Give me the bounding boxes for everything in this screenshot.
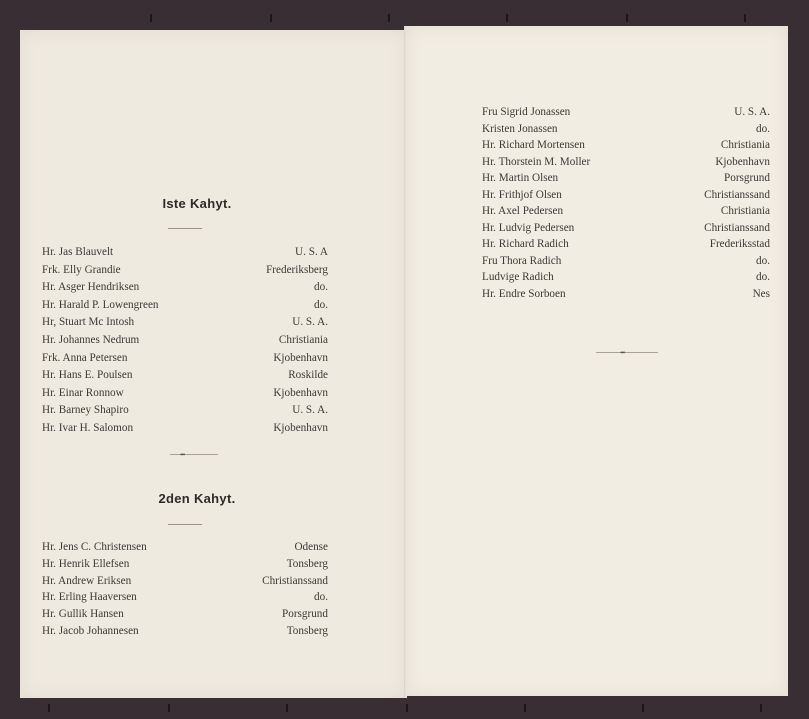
passenger-name: Fru Thora Radich — [482, 254, 562, 267]
passenger-hometown: U. S. A. — [734, 106, 770, 118]
passenger-name: Hr. Frithjof Olsen — [482, 188, 562, 201]
passenger-name: Hr. Richard Mortensen — [482, 139, 585, 151]
passenger-name: Hr. Erling Haaversen — [42, 591, 137, 604]
passenger-name: Frk. Anna Petersen — [42, 351, 128, 364]
frame-tick — [406, 704, 408, 712]
frame-tick — [626, 14, 628, 22]
passenger-hometown: Christianssand — [262, 574, 328, 587]
passenger-row — [482, 220, 770, 237]
passenger-hometown: Roskilde — [288, 369, 328, 382]
passenger-name: Hr. Jens C. Christensen — [42, 541, 147, 553]
frame-tick — [150, 14, 152, 22]
section-heading-second-class: 2den Kahyt. — [158, 491, 236, 506]
frame-tick — [744, 14, 746, 22]
passenger-name: Hr. Johannes Nedrum — [42, 334, 140, 346]
passenger-name: Hr, Stuart Mc Intosh — [42, 316, 135, 329]
passenger-name: Frk. Elly Grandie — [42, 263, 121, 276]
passenger-name: Hr. Jas Blauvelt — [42, 246, 114, 258]
passenger-row — [42, 350, 328, 367]
passenger-row — [482, 187, 770, 204]
passenger-hometown: do. — [314, 591, 328, 604]
page-end-ornament: ••• — [596, 352, 658, 353]
passenger-row — [42, 244, 328, 261]
frame-tick — [48, 704, 50, 712]
right-page — [406, 26, 788, 696]
passenger-row — [482, 253, 770, 270]
passenger-hometown: Frederiksstad — [709, 238, 770, 250]
passenger-name: Hr. Endre Sorboen — [482, 287, 566, 300]
passenger-name: Hr. Richard Radich — [482, 238, 569, 250]
section-divider-ornament: ••• — [170, 454, 218, 455]
passenger-row — [482, 170, 770, 187]
passenger-hometown: do. — [314, 298, 328, 311]
passenger-row — [42, 297, 328, 314]
frame-tick — [388, 14, 390, 22]
passenger-row — [482, 203, 770, 220]
passenger-row — [42, 556, 328, 573]
passenger-row — [42, 262, 328, 279]
passenger-hometown: U. S. A — [295, 246, 328, 258]
passenger-hometown: Christiania — [720, 139, 770, 151]
heading-rule — [168, 228, 202, 229]
frame-tick — [760, 704, 762, 712]
passenger-row — [42, 402, 328, 419]
passenger-name: Hr. Jacob Johannesen — [42, 625, 139, 637]
passenger-row — [42, 314, 328, 331]
frame-tick — [506, 14, 508, 22]
passenger-name: Ludvige Radich — [482, 271, 554, 283]
passenger-row — [482, 137, 770, 154]
passenger-hometown: Christiania — [278, 334, 328, 346]
passenger-row — [482, 269, 770, 286]
frame-tick — [524, 704, 526, 712]
passenger-name: Hr. Andrew Eriksen — [42, 574, 132, 587]
frame-tick — [270, 14, 272, 22]
passenger-row — [42, 589, 328, 606]
passenger-row — [482, 236, 770, 253]
passenger-row — [42, 367, 328, 384]
frame-tick — [642, 704, 644, 712]
passenger-hometown: Porsgrund — [724, 172, 770, 184]
passenger-name: Hr. Hans E. Poulsen — [42, 369, 133, 382]
passenger-hometown: U. S. A. — [292, 316, 328, 329]
passenger-row — [482, 104, 770, 121]
frame-tick — [168, 704, 170, 712]
passenger-name: Hr. Thorstein M. Moller — [482, 155, 591, 168]
passenger-name: Hr. Ludvig Pedersen — [482, 221, 575, 234]
passenger-hometown: do. — [756, 271, 770, 283]
passenger-name: Hr. Harald P. Lowengreen — [42, 298, 159, 311]
passenger-name: Hr. Axel Pedersen — [482, 205, 564, 217]
passenger-hometown: Christiania — [720, 205, 770, 217]
passenger-name: Hr. Barney Shapiro — [42, 404, 129, 417]
passenger-row — [42, 332, 328, 349]
passenger-row — [42, 420, 328, 437]
passenger-hometown: Tonsberg — [286, 625, 328, 637]
passenger-name: Hr. Einar Ronnow — [42, 386, 124, 399]
passenger-row — [42, 623, 328, 640]
passenger-hometown: do. — [314, 281, 328, 294]
heading-rule — [168, 524, 202, 525]
passenger-name: Hr. Martin Olsen — [482, 172, 559, 184]
passenger-hometown: Frederiksberg — [266, 263, 328, 276]
passenger-hometown: Porsgrund — [282, 608, 328, 621]
passenger-row — [482, 121, 770, 138]
section-heading-first-class: Iste Kahyt. — [162, 196, 232, 211]
passenger-hometown: Kjobenhavn — [273, 422, 328, 434]
passenger-row — [482, 154, 770, 171]
passenger-hometown: Christianssand — [704, 221, 770, 234]
passenger-hometown: Kjobenhavn — [273, 386, 328, 399]
passenger-hometown: Nes — [752, 287, 770, 300]
passenger-hometown: U. S. A. — [292, 404, 328, 417]
passenger-row — [42, 539, 328, 556]
passenger-name: Hr. Ivar H. Salomon — [42, 422, 134, 434]
passenger-hometown: Christianssand — [704, 188, 770, 201]
passenger-hometown: Kjobenhavn — [715, 155, 770, 168]
passenger-row — [42, 279, 328, 296]
passenger-name: Fru Sigrid Jonassen — [482, 106, 571, 118]
passenger-hometown: Odense — [294, 541, 328, 553]
passenger-hometown: Kjobenhavn — [273, 351, 328, 364]
passenger-name: Hr. Asger Hendriksen — [42, 281, 140, 294]
passenger-name: Hr. Henrik Ellefsen — [42, 557, 130, 570]
passenger-row — [42, 385, 328, 402]
passenger-row — [42, 573, 328, 590]
passenger-name: Hr. Gullik Hansen — [42, 608, 124, 621]
passenger-row — [482, 286, 770, 303]
passenger-hometown: do. — [756, 122, 770, 135]
frame-tick — [286, 704, 288, 712]
passenger-hometown: Tonsberg — [286, 557, 328, 570]
left-page — [20, 30, 406, 698]
passenger-name: Kristen Jonassen — [482, 122, 558, 135]
passenger-hometown: do. — [756, 254, 770, 267]
passenger-row — [42, 606, 328, 623]
